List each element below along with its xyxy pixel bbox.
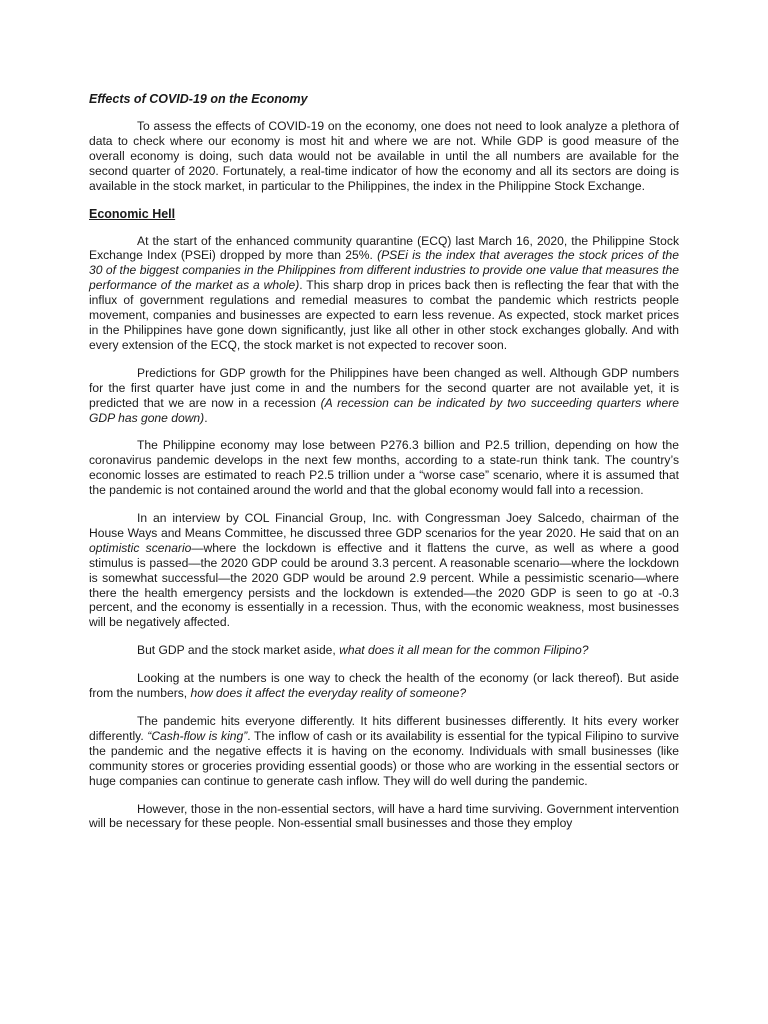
- italic-text-run: how does it affect the everyday reality of someone?: [190, 686, 467, 701]
- text-run: At the start of the enhanced community quarantine (ECQ) last March 16, 2020, the Philippine Stock Exchange Index (PSEi) dropped by more than 25%.: [89, 233, 679, 263]
- paragraph-gdp-scenarios: [89, 511, 679, 630]
- paragraph-non-essential: However, those in the non-essential sectors, will have a hard time surviving. Government intervention will be necessary for these people. Non-essential small businesses and those they employ: [89, 801, 679, 831]
- paragraph-cash-flow: [89, 714, 679, 789]
- text-run: In an interview by COL Financial Group, Inc. with Congressman Joey Salcedo, chairman of the House Ways and Means Committee, he discussed three GDP scenarios for the year 2020. He said that on an: [89, 511, 679, 540]
- text-run: . The inflow of cash or its availability is essential for the typical Filipino to survive the pandemic and the negative effects it is having on the economy. Individuals with small businesses (like community stores or groceries providing essential goods) or those who are working in the essential sectors or huge companies can continue to generate cash inflow. They will do well during the pandemic.: [89, 728, 679, 788]
- text-run: But GDP and the stock market aside,: [137, 643, 340, 658]
- italic-text-run: optimistic scenario: [89, 540, 192, 555]
- section-heading: Economic Hell: [89, 206, 176, 221]
- italic-text-run: “Cash-flow is king”: [147, 728, 248, 743]
- paragraph-gdp-predictions: [89, 366, 679, 426]
- paragraph-psei: [89, 234, 679, 353]
- paragraph-everyday-reality: [89, 671, 679, 701]
- text-run: . This sharp drop in prices back then is reflecting the fear that with the influx of government regulations and remedial measures to combat the pandemic which restricts people movement, companies and businesses are expected to earn less revenue. As expected, stock market prices in the Philippines have gone down significantly, just like all other in other stock exchanges globally. And with every extension of the ECQ, the stock market is not expected to recover soon.: [89, 278, 679, 352]
- text-run: .: [204, 410, 208, 425]
- document-title: Effects of COVID-19 on the Economy: [89, 92, 308, 106]
- italic-text-run: (A recession can be indicated by two succeeding quarters where GDP has gone down): [89, 395, 680, 425]
- intro-paragraph: To assess the effects of COVID-19 on the economy, one does not need to look analyze a plethora of data to check where our economy is most hit and where we are not. While GDP is good measure of the overall economy is doing, such data would not be available in until the all numbers are available for the second quarter of 2020. Fortunately, a real-time indicator of how the economy and all its sectors are doing is available in the stock market, in particular to the Philippines, the index in the Philippine Stock Exchange.: [89, 119, 679, 193]
- text-run: Predictions for GDP growth for the Philippines have been changed as well. Although GDP numbers for the first quarter have just come in and the numbers for the second quarter are not available yet, it is predicted that we are now in a recession: [89, 365, 679, 410]
- text-run: Looking at the numbers is one way to check the health of the economy (or lack thereof). But aside from the numbers,: [89, 671, 679, 701]
- paragraph-common-filipino: [89, 643, 679, 658]
- italic-text-run: what does it all mean for the common Filipino?: [339, 643, 589, 658]
- text-run: The pandemic hits everyone differently. It hits different businesses differently. It hits every worker differently.: [89, 714, 679, 743]
- paragraph-economic-losses: The Philippine economy may lose between P276.3 billion and P2.5 trillion, depending on how the coronavirus pandemic develops in the next few months, according to a state-run think tank. The country’s economic losses are estimated to reach P2.5 trillion under a “worse case” scenario, where it is assumed that the pandemic is not contained around the world and that the global economy would fall into a recession.: [89, 438, 679, 498]
- text-run: —where the lockdown is effective and it flattens the curve, as well as where a good stimulus is passed—the 2020 GDP could be around 3.3 percent. A reasonable scenario—where the lockdown is somewhat successful—the 2020 GDP would be around 2.9 percent. While a pessimistic scenario—where there the health emergency persists and the lockdown is extended—the 2020 GDP is seen to go at -0.3 percent, and the economy is essentially in a recession. Thus, with the economic weakness, most businesses will be negatively affected.: [89, 540, 679, 630]
- italic-text-run: (PSEi is the index that averages the stock prices of the 30 of the biggest companies in the Philippines from different industries to provide one value that measures the performance of the market as a whole): [89, 248, 679, 293]
